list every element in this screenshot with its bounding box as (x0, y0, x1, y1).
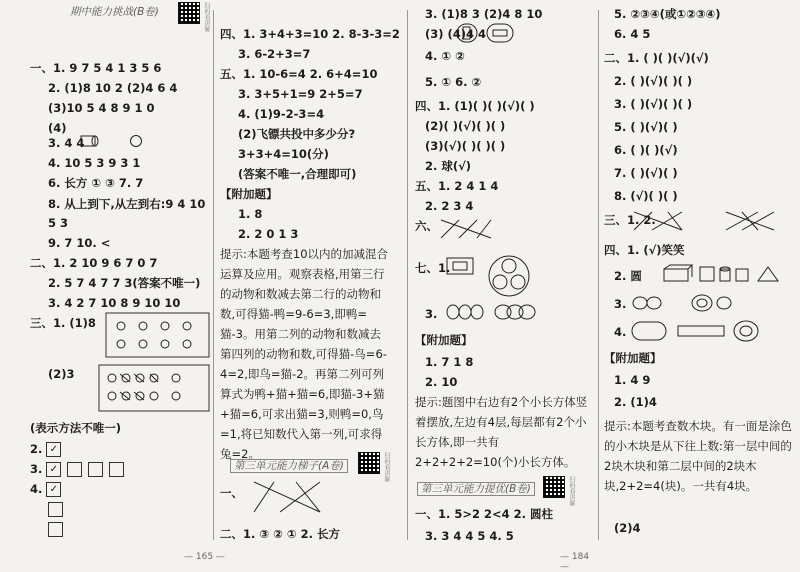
cylinder-figure (78, 133, 100, 149)
answer-line: 五、1. 2 4 1 4 (415, 179, 499, 193)
answer-line: 一、1. 9 7 5 4 1 3 5 6 (30, 61, 162, 75)
answer-line: (答案不唯一,合理即可) (238, 167, 357, 181)
dots-grouping-figure (105, 312, 210, 358)
matching-lines-figure (250, 478, 330, 516)
answer-line: 3. 3 4 4 5 4. 5 (425, 529, 514, 543)
hint-paragraph: 提示:本题考查10以内的加减混合运算及应用。观察表格,用第三行的动物和数减去第二行的动物和数,可得猫-鸭=9-6=3,即鸭=猫-3。用第二列的动物和数减去第四列的动物和数,可得猫-鸟=6-4=2,即鸟=猫-2。再第二列可列算式为鸭+猫+猫=6,即猫-3+猫+猫=6,可求出猫=3,则鸭=0,鸟=1,将已知数代入第一列,可求得兔=2。 (220, 247, 389, 461)
qr-code[interactable] (543, 476, 565, 498)
answer-line: 四、1. (√)笑笑 (604, 243, 685, 257)
answer-line: 3. (425, 307, 438, 321)
hint-paragraph: 提示:本题考查数木块。有一面是涂色的小木块是从下往上数:第一层中间的2块木块和第二层中间的2块木块,2+2=4(块)。一共有4块。 (604, 419, 792, 493)
answer-line: 5. ②③④(或①②③④) (614, 7, 721, 21)
answer-line: 2. (1)8 10 2 (2)4 6 4 (48, 81, 178, 95)
solid-shapes-figure (662, 263, 782, 285)
answer-column-1 (30, 0, 210, 572)
qr-caption: 扫码看讲解 (383, 452, 390, 482)
answer-line: (3)10 5 4 8 9 1 0 (48, 101, 155, 115)
answer-line: 6. ( )( )(√) (614, 143, 678, 157)
answer-line: 二、1. 2 10 9 6 7 0 7 (30, 256, 158, 270)
section-title: 第三单元能力提优(B卷) (417, 483, 535, 496)
three-circles-figure (485, 254, 533, 298)
page-number: — 165 — (184, 552, 225, 562)
answer-line: 2. 10 (425, 375, 458, 389)
answer-line: 3. 3+5+1=9 2+5=7 (238, 87, 363, 101)
answer-line: 2. 2 3 4 (425, 199, 474, 213)
center-gutter (407, 10, 408, 540)
answer-line: 5 3 (48, 216, 69, 230)
cuboid-figure (485, 22, 515, 44)
page-number: — 184 — (560, 552, 590, 572)
answer-line: 2. 球(√) (425, 159, 472, 173)
answer-line: 一、 (220, 486, 243, 500)
answer-line: (2)4 (614, 521, 641, 535)
answer-line: 5. ( )(√)( ) (614, 120, 678, 134)
answer-line: 3. (1)8 3 (2)4 8 10 (425, 7, 543, 21)
answer-line: 1. 8 (238, 207, 263, 221)
answer-line: 3. ✓ (30, 462, 130, 477)
cylinders-figure (493, 302, 537, 322)
answer-line: 七、1. (415, 261, 451, 275)
answer-line: 3. (614, 297, 627, 311)
answer-line: 6. 长方 ① ③ 7. 7 (48, 176, 144, 190)
answer-column-4 (604, 0, 794, 572)
answer-line: 6. 4 5 (614, 27, 651, 41)
answer-line: 三、1. (1)8 (30, 316, 96, 330)
answer-line: 2. ✓ (30, 442, 67, 457)
qr-caption: 扫码看讲解 (568, 476, 575, 506)
cylinders-figure (630, 292, 740, 314)
answer-line: 7. ( )(√)( ) (614, 166, 678, 180)
circle-figure (128, 133, 144, 149)
cylinders-figure (445, 302, 485, 322)
answer-line: 二、1. ( )( )(√)(√) (604, 51, 709, 65)
answer-line: 2. (1)4 (614, 395, 657, 409)
answer-line: (2)飞镖共投中多少分? (238, 127, 356, 141)
hint-paragraph: 提示:题图中右边有2个小长方体竖着摆放,左边有4层,每层都有2个小长方体,即一共有2+2+2+2=10(个)小长方体。 (415, 395, 588, 469)
answer-line: 六、 (415, 219, 438, 233)
answer-line: 2. ( )(√)( )( ) (614, 74, 693, 88)
answer-line: 3. 4 2 7 10 8 9 10 10 (48, 296, 181, 310)
matching-lines-figure (439, 218, 495, 240)
answer-line: 2. 5 7 4 7 7 3(答案不唯一) (48, 276, 201, 290)
rectangle-figure (445, 256, 479, 278)
qr-caption: 扫码看讲解 (203, 2, 210, 32)
answer-line: (4) (48, 121, 67, 135)
empty-box (48, 522, 69, 537)
bonus-heading: 【附加题】 (415, 333, 473, 347)
bonus-heading: 【附加题】 (604, 351, 662, 365)
answer-line: 8. 从上到下,从左到右:9 4 10 (48, 197, 206, 211)
answer-line: 二、1. ③ ② ① 2. 长方 (220, 527, 340, 541)
answer-line: 四、1. (1)( )( )(√)( ) (415, 99, 535, 113)
answer-line: 2. 圆 (614, 269, 642, 283)
bonus-heading: 【附加题】 (220, 187, 278, 201)
qr-code[interactable] (358, 452, 380, 474)
answer-line: 3. 4 4 (48, 136, 85, 150)
answer-line: (表示方法不唯一) (30, 421, 122, 435)
answer-line: (2)3 (48, 367, 75, 381)
answer-line: 4. ✓ (30, 482, 67, 497)
matching-lines-figure (724, 210, 776, 232)
answer-line: (3)(√)( )( )( ) (425, 139, 506, 153)
answer-line: 1. 7 1 8 (425, 355, 474, 369)
answer-line: 五、1. 10-6=4 2. 6+4=10 (220, 67, 378, 81)
cylinder-figure (455, 22, 479, 44)
answer-line: 三、1. 2. (604, 213, 656, 227)
answer-line: 4. 10 5 3 9 3 1 (48, 156, 141, 170)
empty-box (48, 502, 69, 517)
answer-line: 3+3+4=10(分) (238, 147, 329, 161)
section-title: 期中能力挑战(B卷) (70, 6, 159, 18)
answer-line: (2)( )(√)( )( ) (425, 119, 506, 133)
answer-line: (3) (4)4 4 (425, 27, 487, 41)
matching-lines-figure (632, 210, 684, 232)
cylinders-figure (630, 318, 770, 344)
section-title: 第三单元能力梯子(A卷) (230, 460, 348, 473)
answer-line: 4. (614, 325, 627, 339)
crossed-dots-figure (98, 364, 210, 412)
answer-line: 3. ( )(√)( )( ) (614, 97, 693, 111)
answer-line: 2. 2 0 1 3 (238, 227, 299, 241)
qr-code[interactable] (178, 2, 200, 24)
column-divider (213, 10, 214, 540)
answer-line: 5. ① 6. ② (425, 75, 482, 89)
answer-line: 9. 7 10. < (48, 236, 111, 250)
answer-line: 4. ① ② (425, 49, 465, 63)
answer-line: 四、1. 3+4+3=10 2. 8-3-3=2 (220, 27, 400, 41)
column-divider (598, 10, 599, 540)
answer-line: 8. (√)( )( ) (614, 189, 678, 203)
answer-line: 4. (1)9-2-3=4 (238, 107, 325, 121)
answer-column-2 (184, 0, 400, 572)
answer-line: 一、1. 5>2 2<4 2. 圆柱 (415, 507, 554, 521)
answer-line: 1. 4 9 (614, 373, 651, 387)
answer-line: 3. 6-2+3=7 (238, 47, 311, 61)
answer-column-3 (415, 0, 593, 572)
